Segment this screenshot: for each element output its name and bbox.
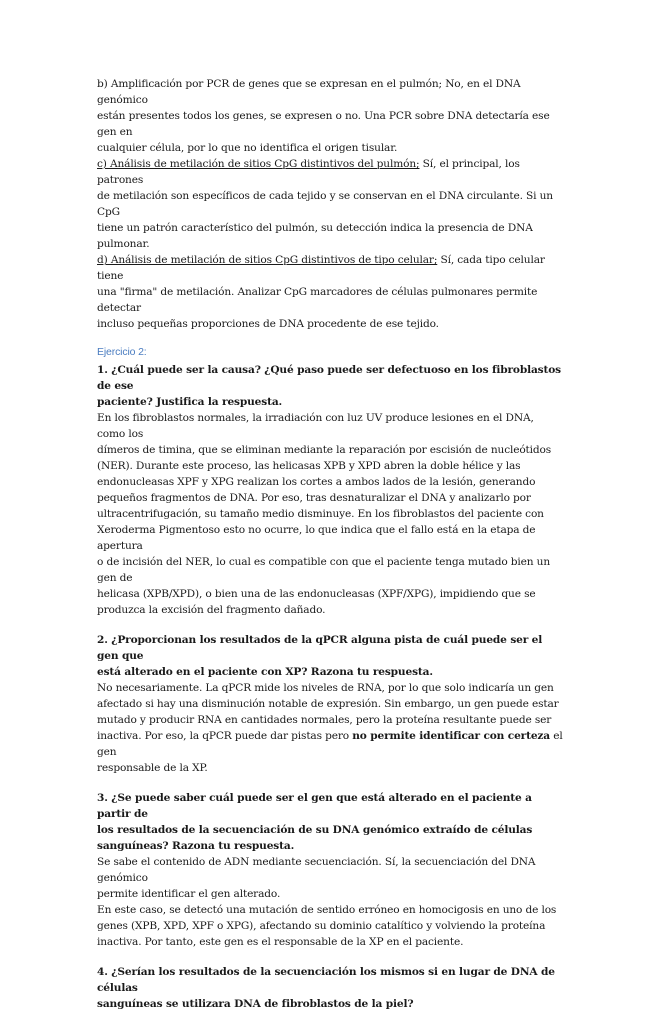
text-line [97,252,563,284]
text-span: el gen [97,730,563,758]
question-line: 1. ¿Cuál puede ser la causa? ¿Qué paso puede ser defectuoso en los fibroblastos de ese [97,364,561,392]
answer-d [97,252,563,332]
question-line: sanguíneas? Razona tu respuesta. [97,840,295,852]
answer-line: dímeros de timina, que se eliminan mediante la reparación por escisión de nucleótidos [97,444,552,456]
answer-b [97,76,563,156]
spacer [97,950,563,964]
answer-line: o de incisión del NER, lo cual es compatible con que el paciente tenga mutado bien un gen de [97,556,551,584]
question-2 [97,632,563,776]
question-line: los resultados de la secuenciación de su DNA genómico extraído de células [97,824,533,836]
question-4 [97,964,563,1012]
spacer [97,776,563,790]
text-line: de metilación son específicos de cada tejido y se conservan en el DNA circulante. Si un CpG [97,190,553,218]
text-line: pulmonar. [97,238,150,250]
answer-line: En los fibroblastos normales, la irradiación con luz UV produce lesiones en el DNA, como los [97,412,534,440]
question-line: sanguíneas se utilizara DNA de fibroblastos de la piel? [97,998,414,1010]
question-line: paciente? Justifica la respuesta. [97,396,283,408]
answer-line [97,728,563,760]
question-line: 3. ¿Se puede saber cuál puede ser el gen que está alterado en el paciente a partir de [97,792,532,820]
answer-line: helicasa (XPB/XPD), o bien una de las endonucleasas (XPF/XPG), impidiendo que se [97,588,536,600]
emphasis-text: no permite identificar con certeza [352,730,551,742]
text-line: están presentes todos los genes, se expresen o no. Una PCR sobre DNA detectaría ese gen en [97,110,550,138]
answer-c-title: c) Análisis de metilación de sitios CpG distintivos del pulmón; [97,158,420,170]
answer-line: Se sabe el contenido de ADN mediante secuenciación. Sí, la secuenciación del DNA genómico [97,856,536,884]
answer-line: genes (XPB, XPD, XPF o XPG), afectando su dominio catalítico y volviendo la proteína [97,920,546,932]
answer-line: responsable de la XP. [97,762,208,774]
spacer [97,618,563,632]
answer-line: Xeroderma Pigmentoso esto no ocurre, lo que indica que el fallo está en la etapa de apertura [97,524,536,552]
answer-line: mutado y producir RNA en cantidades normales, pero la proteína resultante puede ser [97,714,552,726]
text-line: cualquier célula, por lo que no identifica el origen tisular. [97,142,398,154]
text-line: tiene un patrón característico del pulmón, su detección indica la presencia de DNA [97,222,533,234]
question-3 [97,790,563,950]
answer-line: pequeños fragmentos de DNA. Por eso, tras desnaturalizar el DNA y analizarlo por [97,492,531,504]
question-1 [97,362,563,618]
answer-line: inactiva. Por tanto, este gen es el responsable de la XP en el paciente. [97,936,464,948]
answer-line: produzca la excisión del fragmento dañado. [97,604,326,616]
text-span: inactiva. Por eso, la qPCR puede dar pistas pero [97,730,353,742]
answer-line: En este caso, se detectó una mutación de sentido erróneo en homocigosis en uno de los [97,904,557,916]
question-line: está alterado en el paciente con XP? Razona tu respuesta. [97,666,433,678]
text-line: b) Amplificación por PCR de genes que se expresan en el pulmón; No, en el DNA genómico [97,78,521,106]
answer-line: (NER). Durante este proceso, las helicasas XPB y XPD abren la doble hélice y las [97,460,521,472]
document-body [97,76,563,1012]
text-span: Sí, cada tipo celular tiene [97,254,545,282]
question-line: 4. ¿Serían los resultados de la secuenciación los mismos si en lugar de DNA de células [97,966,555,994]
answer-c [97,156,563,252]
answer-line: afectado si hay una disminución notable de expresión. Sin embargo, un gen puede estar [97,698,559,710]
question-line: 2. ¿Proporcionan los resultados de la qPCR alguna pista de cuál puede ser el gen que [97,634,543,662]
text-line: incluso pequeñas proporciones de DNA procedente de ese tejido. [97,318,439,330]
text-line: una "firma" de metilación. Analizar CpG marcadores de células pulmonares permite detectar [97,286,538,314]
answer-line: endonucleasas XPF y XPG realizan los cortes a ambos lados de la lesión, generando [97,476,536,488]
answer-line: permite identificar el gen alterado. [97,888,281,900]
exercise-heading: Ejercicio 2: [97,346,147,358]
text-span: Sí, el principal, los patrones [97,158,520,186]
answer-line: ultracentrifugación, su tamaño medio disminuye. En los fibroblastos del paciente con [97,508,544,520]
answer-line: No necesariamente. La qPCR mide los niveles de RNA, por lo que solo indicaría un gen [97,682,554,694]
answer-d-title: d) Análisis de metilación de sitios CpG distintivos de tipo celular; [97,254,438,266]
text-line [97,156,563,188]
